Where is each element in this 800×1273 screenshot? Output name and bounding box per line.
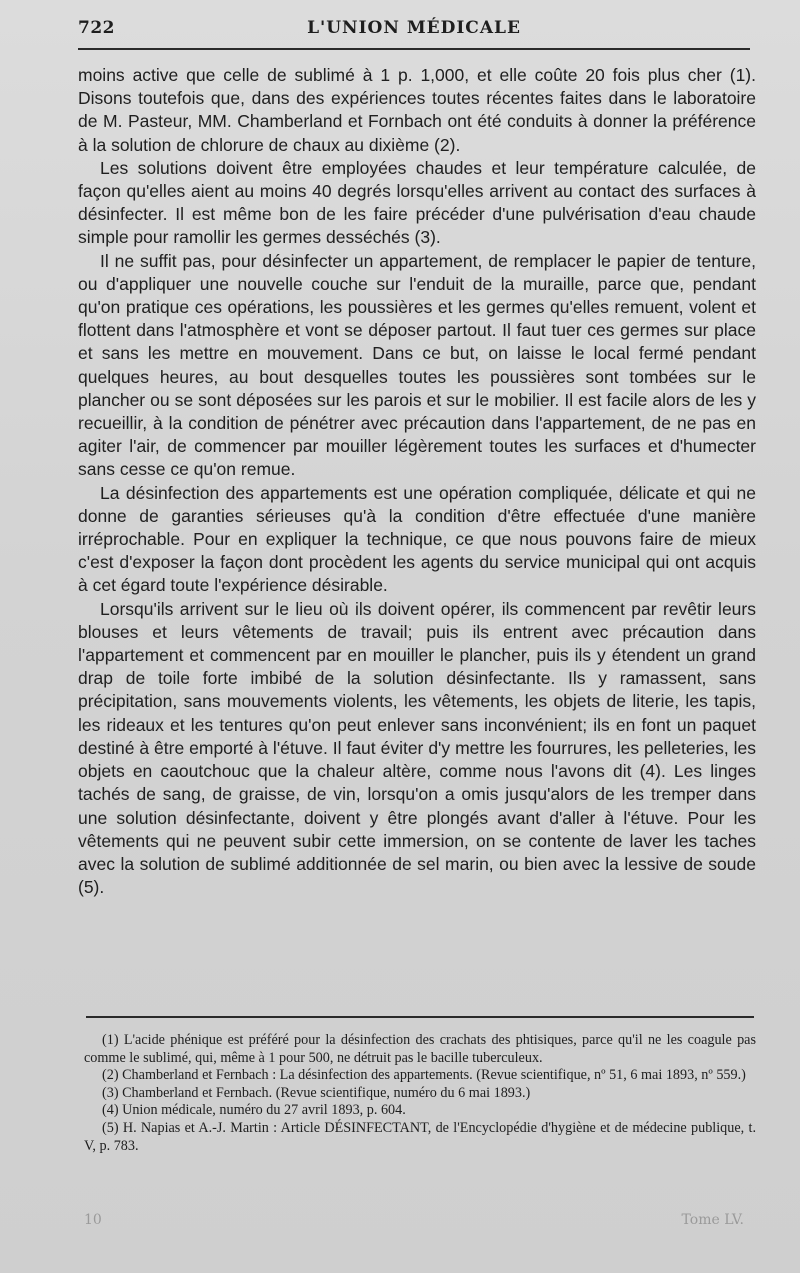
footnotes <box>84 1032 756 1155</box>
footnote: (5) H. Napias et A.-J. Martin : Article DÉSINFECTANT, de l'Encyclopédie d'hygiène et de médecine publique, t. V, p. 783. <box>84 1119 756 1154</box>
footnote: (1) L'acide phénique est préféré pour la désinfection des crachats des phtisiques, parce qu'il ne les coagule pas comme le sublimé, qui, même à 1 pour 500, ne détruit pas le bacille tuberculeux. <box>84 1032 756 1066</box>
paragraph: Les solutions doivent être employées chaudes et leur température calculée, de façon qu'elles aient au moins 40 degrés lorsqu'elles arrivent au contact des surfaces à désinfecter. Il est même bon de les faire précéder d'une pulvérisation d'eau chaude simple pour ramollir les germes desséchés (3). <box>78 157 756 248</box>
footnote: (4) Union médicale, numéro du 27 avril 1893, p. 604. <box>102 1102 406 1119</box>
paragraph: Il ne suffit pas, pour désinfecter un appartement, de remplacer le papier de tenture, ou d'appliquer une nouvelle couche sur l'enduit de la muraille, parce que, pendant qu'on pratique ces opérations, les poussières et les germes qu'elles remuent, volent et flottent dans l'atmosphère et vont se déposer partout. Il faut tuer ces germes sur place et sans les mettre en mouvement. Dans ce but, on laisse le local fermé pendant quelques heures, au bout desquelles toutes les poussières sont tombées sur le plancher ou se sont déposées sur les parois et sur le mobilier. Il est facile alors de les y recueillir, à la condition de pénétrer avec précaution dans l'appartement, de ne pas en agiter l'air, de commencer par mouiller légèrement toutes les surfaces et d'humecter sans cesse ce qu'on remue. <box>78 250 756 480</box>
paragraph: moins active que celle de sublimé à 1 p. 1,000, et elle coûte 20 fois plus cher (1). Disons toutefois que, dans des expériences toutes récentes faites dans le laboratoire de M. Pasteur, MM. Chamberland et Fornbach ont été conduits à donner la préférence à la solution de chlorure de chaux au dixième (2). <box>78 65 756 155</box>
page-header <box>78 14 750 50</box>
volume-label: Tome LV. <box>681 1212 744 1228</box>
signature-mark: 10 <box>84 1212 102 1228</box>
footnote: (2) Chamberland et Fernbach : La désinfection des appartements. (Revue scientifique, nº 51, 6 mai 1893, nº 559.) <box>102 1067 746 1084</box>
paragraph: La désinfection des appartements est une opération compliquée, délicate et qui ne donne de garanties sérieuses qu'à la condition d'être effectuée d'une manière irréprochable. Pour en expliquer la technique, ce que nous pouvons faire de mieux c'est d'exposer la façon dont procèdent les agents du service municipal qui ont acquis à cet égard toute l'expérience désirable. <box>78 482 756 596</box>
footnote-divider <box>86 1016 754 1018</box>
footnote: (3) Chamberland et Fernbach. (Revue scientifique, numéro du 6 mai 1893.) <box>102 1084 531 1101</box>
main-text <box>78 64 756 899</box>
running-title: L'UNION MÉDICALE <box>307 18 521 38</box>
page-number: 722 <box>78 18 115 38</box>
paragraph: Lorsqu'ils arrivent sur le lieu où ils doivent opérer, ils commencent par revêtir leurs blouses et leurs vêtements de travail; puis ils entrent avec précaution dans l'appartement et commencent par en mouiller le plancher, puis ils y étendent un grand drap de toile forte imbibé de la solution désinfectante. Ils y ramassent, sans précipitation, sans mouvements violents, les vêtements, les objets de literie, les tapis, les rideaux et les tentures qu'on peut enlever sans inconvénient; ils en font un paquet destiné à être emporté à l'étuve. Il faut éviter d'y mettre les fourrures, les pelleteries, les objets en caoutchouc que la chaleur altère, comme nous l'avons dit (4). Les linges tachés de sang, de graisse, de vin, lorsqu'on a omis jusqu'alors de les tremper dans une solution désinfectante, doivent y être plongés avant d'aller à l'étuve. Pour les vêtements qui ne peuvent subir cette immersion, on se contente de laver les taches avec la solution de sublimé additionnée de sel marin, ou bien avec la lessive de soude (5). <box>78 598 756 898</box>
